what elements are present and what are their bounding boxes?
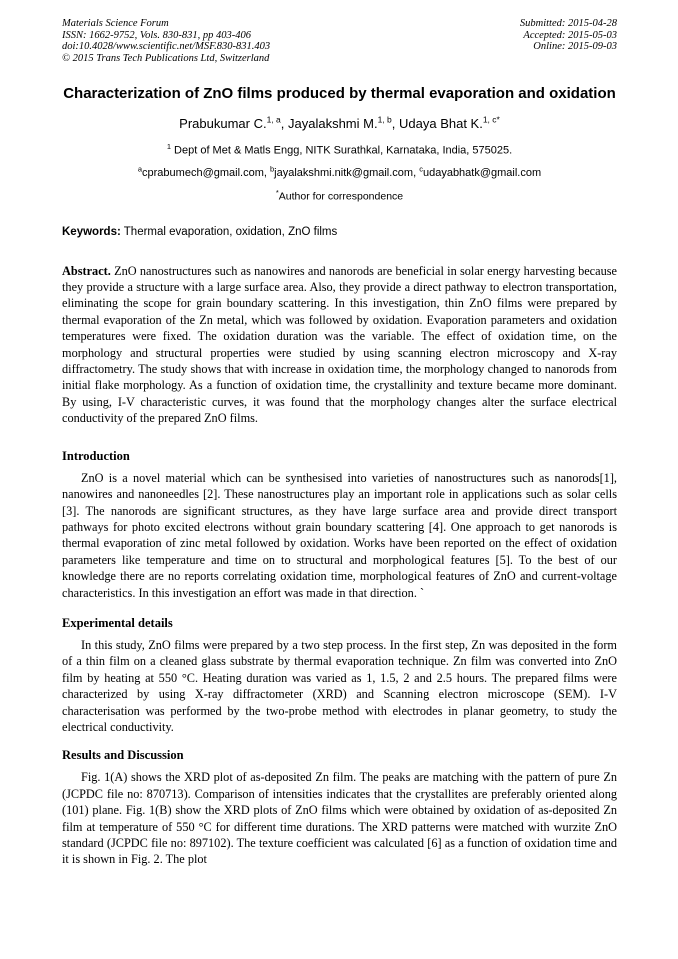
authors-line — [62, 111, 617, 133]
email-1-address: cprabumech@gmail.com — [142, 167, 264, 180]
email-separator: , — [413, 167, 420, 180]
introduction-paragraph: ZnO is a novel material which can be synthesised into varieties of nanostructures such as nanorods[1], nanowires and nanoneedles [2]. These nanostructures play an important role in applications such as solar cells [3]. The nanorods are significant structures, as they have large surface area and provide direct transport pathways for photo excited electrons without grain boundary scattering [4]. One approach to get nanorods is thermal evaporation of zinc metal followed by oxidation. Works have been reported on the effect of oxidation parameters like temperature and time on to structural and morphological features [5]. To the best of our knowledge there are no reports correlating oxidation time, morphological features of ZnO and current-voltage characteristics. In this investigation an effort was made in that direction. ` — [62, 470, 617, 600]
keywords-text: Thermal evaporation, oxidation, ZnO films — [120, 225, 338, 238]
author-2-affiliation-mark: 1, b — [377, 114, 392, 125]
page-title: Characterization of ZnO films produced by thermal evaporation and oxidation — [63, 85, 616, 102]
author-3 — [399, 116, 500, 131]
abstract-paragraph — [62, 263, 617, 427]
section-heading-introduction: Introduction — [62, 448, 130, 463]
section-heading-experimental-details: Experimental details — [62, 615, 173, 630]
affiliation-line — [62, 140, 617, 158]
section-heading-results-and-discussion: Results and Discussion — [62, 748, 184, 763]
email-2 — [269, 164, 420, 180]
submitted-date: Submitted: 2015-04-28 — [519, 18, 617, 29]
email-1-mark: a — [137, 164, 143, 174]
journal-issn-volume: ISSN: 1662-9752, Vols. 830-831, pp 403-406 — [62, 29, 251, 41]
results-discussion-paragraph: Fig. 1(A) shows the XRD plot of as-deposited Zn film. The peaks are matching with the pattern of pure Zn (JCPDC file no: 870713). Comparison of intensities indicates that the crystallites are preferably oriented along (101) plane. Fig. 1(B) show the XRD plots of ZnO films which were obtained by oxidation of as-deposited Zn film at temperature of 550 °C for different time durations. The XRD patterns were matched with wurzite ZnO standard (JCPDC file no: 897102). The texture coefficient was calculated [6] as a function of oxidation time and it is shown in Fig. 2. The plot — [62, 770, 617, 867]
author-separator: , — [391, 115, 399, 131]
experimental-details-paragraph: In this study, ZnO films were prepared by a two step process. In the first step, Zn was deposited in the form of a thin film on a cleaned glass substrate by thermal evaporation technique. Zn film was converted into ZnO film by heating at 550 °C. Heating duration was varied as 1, 1.5, 2 and 2.5 hours. The prepared films were characterized by using X-ray diffractometer (XRD) and Scanning electron microscope (SEM). I-V characterisation was performed by the two-probe method with electrodes in planar geometry, to study the electrical conductivity. — [62, 637, 617, 734]
affiliation-mark: 1 — [166, 141, 171, 151]
abstract-label: Abstract. — [62, 263, 111, 278]
author-1-name: Prabukumar C. — [179, 115, 267, 131]
emails-line — [62, 162, 617, 180]
author-3-name: Udaya Bhat K. — [399, 115, 483, 131]
author-3-affiliation-mark: 1, c* — [482, 114, 500, 125]
keywords-line — [62, 225, 617, 239]
email-separator: , — [263, 167, 270, 180]
author-2-name: Jayalakshmi M. — [288, 115, 378, 131]
author-1 — [179, 116, 288, 131]
email-3-address: udayabhatk@gmail.com — [422, 167, 542, 180]
author-separator: , — [280, 115, 288, 131]
abstract-text: ZnO nanostructures such as nanowires and nanorods are beneficial in solar energy harvesting because they provide a structure with a large surface area. Also, they provide a direct pathway to electron transportation, eliminating the scope for grain boundary scattering. In this investigation, thin ZnO films were prepared by thermal evaporation of the Zn metal, which was followed by oxidation. Evaporation parameters and oxidation temperatures were fixed. The oxidation duration was the variable. The effect of oxidation time, on the morphology and structural properties were studied by using scanning electron microscopy and X-ray diffractometry. The study shows that with increase in oxidation time, the morphology changed to nanorods from initial flake morphology. As a function of oxidation time, the crystallinity and texture became more dominant. By using, I-V characteristic curves, it was found that the morphology changes alter the surface electrical conductivity of the prepared ZnO films. — [62, 263, 617, 426]
email-2-address: jayalakshmi.nitk@gmail.com — [274, 167, 414, 180]
correspondence-mark: * — [275, 188, 279, 198]
journal-copyright: © 2015 Trans Tech Publications Ltd, Switzerland — [62, 52, 270, 64]
email-3-mark: c — [419, 164, 423, 174]
keywords-label: Keywords: — [62, 225, 121, 238]
journal-doi: doi:10.4028/www.scientific.net/MSF.830-831.403 — [62, 41, 271, 52]
journal-info — [62, 18, 270, 64]
author-1-affiliation-mark: 1, a — [266, 114, 281, 125]
affiliation-text: Dept of Met & Matls Engg, NITK Surathkal, Karnataka, India, 575025. — [170, 144, 513, 157]
email-1 — [137, 164, 270, 180]
correspondence-line — [62, 186, 617, 204]
author-2 — [288, 116, 399, 131]
email-3 — [419, 164, 542, 180]
correspondence-text: Author for correspondence — [278, 190, 404, 203]
submission-dates — [520, 18, 617, 64]
journal-name: Materials Science Forum — [62, 18, 169, 29]
accepted-date: Accepted: 2015-05-03 — [523, 29, 617, 41]
online-date: Online: 2015-09-03 — [533, 41, 617, 52]
publication-header — [62, 18, 617, 64]
email-2-mark: b — [269, 164, 275, 174]
